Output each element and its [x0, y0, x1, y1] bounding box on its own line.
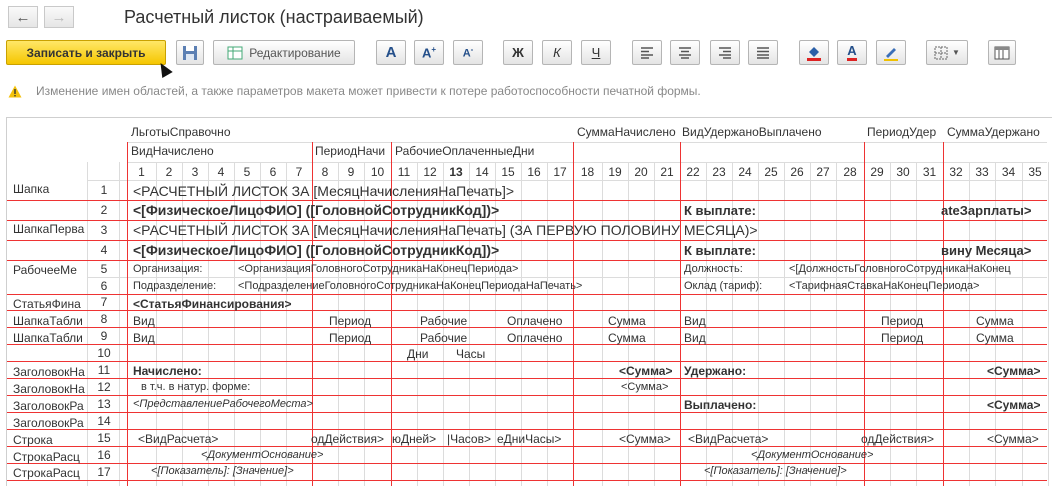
column-number: 20 — [634, 165, 648, 179]
template-cell: Сумма — [976, 314, 1014, 328]
column-number: 22 — [686, 165, 700, 179]
font-button[interactable] — [376, 40, 406, 65]
template-cell: <ПодразделениеГоловногоСотрудникаНаКонецПериодаНаПечать> — [238, 280, 583, 292]
font-increase-button[interactable] — [414, 40, 444, 65]
template-cell: Период — [329, 331, 372, 345]
column-number: 1 — [138, 165, 145, 179]
underline-button[interactable] — [581, 40, 611, 65]
font-decrease-icon: A- — [462, 45, 474, 60]
table-settings-button[interactable] — [988, 40, 1016, 65]
template-cell: Вид — [684, 331, 706, 345]
bold-button[interactable] — [503, 40, 533, 65]
font-decrease-button[interactable] — [453, 40, 483, 65]
align-justify-icon — [756, 47, 770, 59]
column-number: 35 — [1028, 165, 1042, 179]
template-cell: Сумма — [608, 314, 646, 328]
column-divider — [1048, 162, 1049, 486]
row-number: 17 — [97, 465, 111, 479]
template-cell: Удержано: — [684, 364, 747, 378]
column-number: 18 — [580, 165, 595, 179]
highlight-button[interactable] — [876, 40, 906, 65]
italic-button[interactable] — [542, 40, 572, 65]
template-cell: Организация: — [133, 263, 203, 275]
font-increase-icon: A+ — [421, 44, 437, 61]
template-cell: <ПредставлениеРабочегоМеста> — [133, 398, 313, 410]
template-cell: <Сумма> — [621, 381, 669, 393]
row-number: 13 — [97, 397, 111, 411]
template-cell: <ОрганизацияГоловногоСотрудникаНаКонецПериода> — [238, 263, 519, 275]
column-number: 15 — [501, 165, 515, 179]
borders-icon — [934, 46, 948, 60]
column-number: 25 — [764, 165, 778, 179]
template-cell: <Сумма> — [987, 432, 1039, 446]
column-number: 9 — [347, 165, 355, 179]
column-number: 21 — [660, 165, 674, 179]
template-cell: Начислено: — [133, 364, 202, 378]
edit-mode-label: Редактирование — [249, 45, 341, 60]
save-and-close-button[interactable]: Записать и закрыть — [6, 40, 166, 65]
template-cell: <ВидРасчета> — [138, 432, 219, 446]
column-number: 6 — [269, 165, 277, 179]
template-cell: <ВидРасчета> — [688, 432, 769, 446]
column-area-name: РабочиеОплаченныеДни — [395, 144, 535, 158]
area-boundary-line — [7, 361, 1047, 362]
warning-text: Изменение имен областей, а также параметров макета может привести к потере работоспособности печатной формы. — [36, 84, 701, 98]
row-divider — [87, 180, 1047, 181]
template-cell: вину Месяца> — [941, 243, 1032, 258]
paint-bucket-icon — [806, 45, 822, 61]
column-area-name: СуммаУдержано — [947, 125, 1040, 139]
column-divider — [810, 162, 811, 486]
table-grid-icon — [994, 46, 1010, 60]
row-number: 7 — [100, 295, 108, 309]
template-cell: Рабочие — [420, 331, 468, 345]
align-center-button[interactable] — [670, 40, 700, 65]
column-number: 13 — [449, 165, 463, 179]
arrow-left-icon: ← — [15, 8, 31, 26]
template-cell: <[ФизическоеЛицоФИО] ([ГоловнойСотрудникКод])> — [133, 242, 500, 258]
template-cell: <Сумма> — [619, 364, 673, 378]
template-cell: одДействия> — [311, 432, 384, 446]
row-area-name: ШапкаТабли — [13, 314, 83, 328]
template-cell: К выплате: — [684, 243, 756, 258]
font-a-label: A — [385, 44, 397, 61]
template-cell: |Часов> — [447, 432, 491, 446]
row-number: 5 — [100, 262, 108, 276]
pencil-icon — [883, 45, 899, 61]
column-number: 3 — [191, 165, 199, 179]
header-divider — [127, 162, 1047, 163]
warning-icon — [8, 85, 22, 98]
column-area-line — [680, 142, 681, 486]
template-cell: Период — [329, 314, 372, 328]
column-area-name: ВидУдержаноВыплачено — [682, 125, 822, 139]
template-cell: Дни — [407, 347, 429, 361]
layout-spreadsheet[interactable] — [6, 117, 1052, 486]
align-right-icon — [718, 47, 732, 59]
column-number: 31 — [922, 165, 937, 179]
template-cell: <[Показатель]: [Значение]> — [704, 465, 847, 477]
row-number: 2 — [100, 203, 108, 217]
column-number: 32 — [949, 165, 963, 179]
row-number: 10 — [97, 346, 111, 360]
align-left-icon — [640, 47, 654, 59]
column-area-name: ВидНачислено — [131, 144, 214, 158]
row-number: 4 — [100, 243, 108, 257]
column-number: 33 — [975, 165, 989, 179]
template-cell: <ДокументОснование> — [751, 449, 874, 461]
row-area-name: СтатьяФина — [13, 297, 81, 311]
align-justify-button[interactable] — [748, 40, 778, 65]
column-number: 17 — [553, 165, 567, 179]
template-cell: Выплачено: — [684, 398, 757, 412]
template-cell: Должность: — [684, 263, 743, 275]
template-cell: <[ДолжностьГоловногоСотрудникаНаКонец — [789, 263, 1011, 275]
area-boundary-line — [7, 463, 1047, 464]
column-number: 26 — [790, 165, 804, 179]
save-button[interactable] — [176, 40, 204, 65]
column-number: 4 — [217, 165, 225, 179]
row-number: 15 — [97, 431, 111, 445]
column-number: 12 — [423, 165, 437, 179]
area-boundary-line — [7, 220, 1047, 221]
column-divider — [602, 162, 603, 486]
area-name-divider — [87, 162, 88, 486]
template-cell: Вид — [684, 314, 706, 328]
column-divider — [784, 162, 785, 486]
row-number: 1 — [100, 183, 108, 197]
column-number: 34 — [1001, 165, 1016, 179]
column-number: 14 — [475, 165, 489, 179]
arrow-right-icon: → — [51, 8, 67, 26]
column-number: 2 — [165, 165, 173, 179]
align-right-button[interactable] — [710, 40, 740, 65]
row-area-name: ЗаголовокРа — [13, 399, 84, 413]
row-area-name: ЗаголовокРа — [13, 416, 84, 430]
column-number: 28 — [843, 165, 857, 179]
column-area-name: ЛьготыСправочно — [131, 125, 231, 139]
template-cell: Сумма — [976, 331, 1014, 345]
column-number: 8 — [321, 165, 329, 179]
template-cell: одДействия> — [861, 432, 934, 446]
column-number: 24 — [738, 165, 752, 179]
template-cell: Период — [881, 314, 924, 328]
column-number: 16 — [527, 165, 541, 179]
template-cell: Подразделение: — [133, 280, 217, 292]
chevron-down-icon: ▼ — [952, 48, 960, 57]
borders-dropdown-button[interactable] — [926, 40, 968, 65]
row-area-name: СтрокаРасц — [13, 466, 80, 480]
row-area-name: ШапкаПерва — [13, 222, 85, 236]
template-cell: в т.ч. в натур. форме: — [141, 381, 251, 393]
template-cell: Оклад (тариф): — [684, 280, 763, 292]
forward-button[interactable] — [44, 6, 74, 28]
template-cell: <ДокументОснование> — [201, 449, 324, 461]
template-cell: <[ФизическоеЛицоФИО] ([ГоловнойСотрудникКод])> — [133, 202, 500, 218]
row-number: 8 — [100, 312, 108, 326]
align-left-button[interactable] — [632, 40, 662, 65]
area-boundary-line — [7, 200, 1047, 201]
text-color-icon: A — [847, 44, 856, 61]
template-cell: Период — [881, 331, 924, 345]
column-number: 23 — [712, 165, 726, 179]
template-cell: Вид — [133, 331, 155, 345]
edit-mode-button[interactable] — [213, 40, 355, 65]
column-number: 10 — [370, 165, 385, 179]
row-number-divider — [119, 162, 120, 486]
row-number: 16 — [97, 448, 111, 462]
warning-bar — [8, 84, 701, 98]
template-cell: ateЗарплаты> — [941, 203, 1032, 218]
template-cell: <РАСЧЕТНЫЙ ЛИСТОК ЗА [МесяцНачисленияНаПечать]> — [133, 183, 515, 199]
template-cell: <Сумма> — [619, 432, 671, 446]
back-button[interactable] — [8, 6, 38, 28]
template-cell: К выплате: — [684, 203, 756, 218]
floppy-icon — [182, 45, 198, 61]
row-number: 12 — [97, 380, 111, 394]
row-number: 6 — [100, 279, 108, 293]
row-number: 3 — [100, 223, 108, 237]
row-area-name: РабочееМе — [13, 263, 77, 277]
column-divider — [836, 162, 837, 486]
header-divider — [127, 142, 1047, 143]
area-boundary-line — [7, 260, 1047, 261]
column-area-line — [943, 142, 944, 486]
template-cell: Оплачено — [507, 314, 563, 328]
template-cell: Оплачено — [507, 331, 563, 345]
column-number: 7 — [295, 165, 303, 179]
window-title: Расчетный листок (настраиваемый) — [124, 7, 424, 27]
column-number: 27 — [816, 165, 830, 179]
row-number: 9 — [100, 329, 108, 343]
column-area-line — [573, 142, 574, 486]
template-cell: <Сумма> — [987, 398, 1041, 412]
underline-label: Ч — [591, 45, 601, 60]
template-cell: <СтатьяФинансирования> — [133, 297, 292, 311]
column-area-line — [127, 142, 128, 486]
column-number: 11 — [397, 165, 411, 179]
area-boundary-line — [7, 240, 1047, 241]
column-number: 5 — [243, 165, 251, 179]
template-cell: юДней> — [392, 432, 437, 446]
row-area-name: Строка — [13, 433, 53, 447]
template-cell: Вид — [133, 314, 155, 328]
column-number: 19 — [608, 165, 622, 179]
template-cell: <ТарифнаяСтавкаНаКонецПериода> — [789, 280, 980, 292]
column-area-name: СуммаНачислено — [577, 125, 676, 139]
template-cell: Сумма — [608, 331, 646, 345]
template-cell: <Сумма> — [987, 364, 1041, 378]
text-color-button[interactable] — [837, 40, 867, 65]
template-cell: <РАСЧЕТНЫЙ ЛИСТОК ЗА [МесяцНачисленияНаПечать] (ЗА ПЕРВУЮ ПОЛОВИНУ МЕСЯЦА)> — [133, 222, 758, 238]
row-area-name: ЗаголовокНа — [13, 382, 85, 396]
row-number: 14 — [97, 414, 111, 428]
row-number: 11 — [97, 363, 111, 377]
align-center-icon — [678, 47, 692, 59]
table-edit-icon — [227, 46, 243, 60]
column-area-name: ПериодУдер — [867, 125, 937, 139]
row-area-name: ШапкаТабли — [13, 331, 83, 345]
template-cell: Часы — [456, 347, 486, 361]
template-cell: еДниЧасы> — [497, 432, 562, 446]
fill-color-button[interactable] — [799, 40, 829, 65]
template-cell: <[Показатель]: [Значение]> — [151, 465, 294, 477]
column-number: 30 — [896, 165, 910, 179]
row-area-name: СтрокаРасц — [13, 450, 80, 464]
italic-label: К — [553, 45, 561, 60]
template-cell: Рабочие — [420, 314, 468, 328]
bold-label: Ж — [512, 45, 524, 60]
column-number: 29 — [870, 165, 884, 179]
area-boundary-line — [7, 429, 1047, 430]
row-area-name: Шапка — [13, 182, 50, 196]
column-area-name: ПериодНачи — [315, 144, 386, 158]
row-area-name: ЗаголовокНа — [13, 365, 85, 379]
